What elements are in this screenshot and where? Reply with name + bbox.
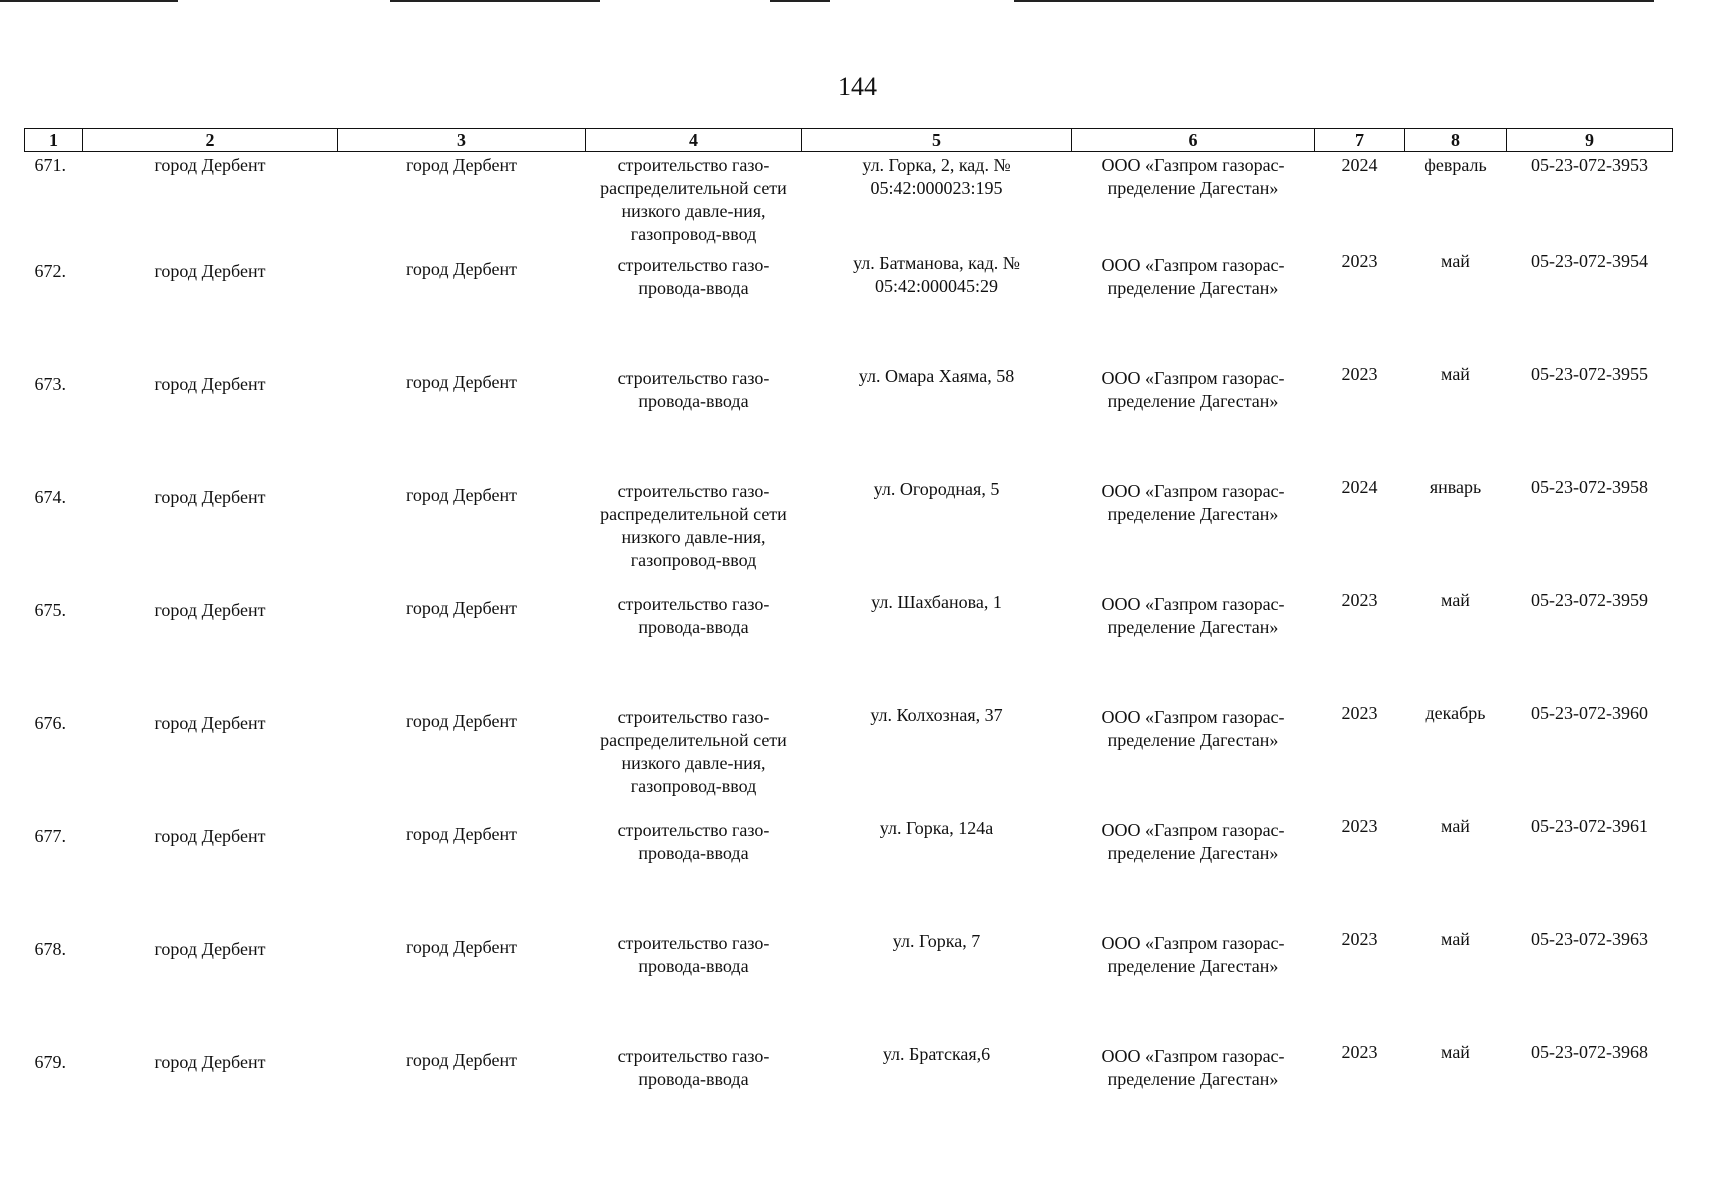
- work-description-cell: строительство газо-провода-ввода: [617, 1046, 770, 1089]
- organization-cell: ООО «Газпром газорас-пределение Дагестан»: [1101, 255, 1285, 298]
- column-header: 4: [586, 129, 802, 152]
- registry-code-cell: 05-23-072-3958: [1531, 477, 1648, 497]
- organization-cell: ООО «Газпром газорас-пределение Дагестан»: [1101, 933, 1285, 976]
- municipality-cell: город Дербент: [154, 600, 266, 620]
- row-number-cell: 671.: [34, 155, 66, 175]
- table-row: [25, 248, 1673, 361]
- row-number-cell: 676.: [34, 713, 66, 733]
- work-description-cell: строительство газо-распределительной сети низкого давле-ния, газопровод-ввод: [600, 481, 787, 570]
- organization-cell: ООО «Газпром газорас-пределение Дагестан»: [1101, 481, 1285, 524]
- column-header: 3: [338, 129, 586, 152]
- column-header: 7: [1315, 129, 1405, 152]
- municipality-cell: город Дербент: [154, 487, 266, 507]
- column-header: 5: [802, 129, 1072, 152]
- year-cell: 2023: [1341, 251, 1378, 271]
- year-cell: 2023: [1341, 364, 1378, 384]
- municipality-cell: город Дербент: [154, 374, 266, 394]
- address-cell: ул. Шахбанова, 1: [871, 592, 1002, 612]
- month-cell: май: [1441, 590, 1470, 610]
- settlement-cell: город Дербент: [406, 1050, 517, 1070]
- settlement-cell: город Дербент: [406, 937, 517, 957]
- header-row: [25, 129, 1673, 152]
- address-cell: ул. Огородная, 5: [873, 479, 1000, 499]
- month-cell: май: [1441, 364, 1470, 384]
- work-description-cell: строительство газо-провода-ввода: [617, 255, 770, 298]
- organization-cell: ООО «Газпром газорас-пределение Дагестан»: [1101, 368, 1285, 411]
- organization-cell: ООО «Газпром газорас-пределение Дагестан»: [1101, 707, 1285, 750]
- register-table: [24, 128, 1673, 1152]
- page-number: 144: [838, 72, 877, 101]
- row-number-cell: 679.: [34, 1052, 66, 1072]
- address-cell: ул. Горка, 2, кад. № 05:42:000023:195: [862, 155, 1011, 198]
- settlement-cell: город Дербент: [406, 711, 517, 731]
- work-description-cell: строительство газо-провода-ввода: [617, 594, 770, 637]
- year-cell: 2023: [1341, 590, 1378, 610]
- address-cell: ул. Горка, 124а: [879, 818, 994, 838]
- table-row: [25, 700, 1673, 813]
- registry-code-cell: 05-23-072-3968: [1531, 1042, 1648, 1062]
- settlement-cell: город Дербент: [406, 485, 517, 505]
- address-cell: ул. Батманова, кад. № 05:42:000045:29: [853, 253, 1020, 296]
- municipality-cell: город Дербент: [154, 261, 266, 281]
- row-number-cell: 678.: [34, 939, 66, 959]
- work-description-cell: строительство газо-распределительной сети низкого давле-ния, газопровод-ввод: [600, 707, 787, 796]
- settlement-cell: город Дербент: [406, 372, 517, 392]
- year-cell: 2024: [1341, 477, 1378, 497]
- month-cell: декабрь: [1425, 703, 1486, 723]
- organization-cell: ООО «Газпром газорас-пределение Дагестан»: [1101, 1046, 1285, 1089]
- row-number-cell: 674.: [34, 487, 66, 507]
- column-header: 1: [25, 129, 83, 152]
- work-description-cell: строительство газо-провода-ввода: [617, 820, 770, 863]
- registry-code-cell: 05-23-072-3963: [1531, 929, 1648, 949]
- address-cell: ул. Братская,6: [882, 1044, 991, 1064]
- year-cell: 2023: [1341, 816, 1378, 836]
- month-cell: февраль: [1424, 155, 1487, 175]
- month-cell: май: [1441, 929, 1470, 949]
- month-cell: май: [1441, 251, 1470, 271]
- row-number-cell: 672.: [34, 261, 66, 281]
- table-row: [25, 587, 1673, 700]
- scan-edge-line: [770, 0, 830, 2]
- work-description-cell: строительство газо-провода-ввода: [617, 933, 770, 976]
- address-cell: ул. Омара Хаяма, 58: [858, 366, 1015, 386]
- registry-code-cell: 05-23-072-3954: [1531, 251, 1648, 271]
- table-row: [25, 152, 1673, 249]
- work-description-cell: строительство газо-распределительной сети низкого давле-ния, газопровод-ввод: [600, 155, 787, 244]
- registry-code-cell: 05-23-072-3960: [1531, 703, 1648, 723]
- table-row: [25, 361, 1673, 474]
- scan-edge-line: [1014, 0, 1654, 2]
- scan-edge-line: [0, 0, 178, 2]
- column-header: 6: [1072, 129, 1315, 152]
- year-cell: 2024: [1341, 155, 1378, 175]
- row-number-cell: 677.: [34, 826, 66, 846]
- table-row: [25, 474, 1673, 587]
- column-header: 9: [1507, 129, 1673, 152]
- month-cell: май: [1441, 1042, 1470, 1062]
- column-header: 8: [1405, 129, 1507, 152]
- settlement-cell: город Дербент: [406, 155, 517, 175]
- municipality-cell: город Дербент: [154, 155, 266, 175]
- address-cell: ул. Горка, 7: [892, 931, 981, 951]
- address-cell: ул. Колхозная, 37: [870, 705, 1003, 725]
- table-row: [25, 926, 1673, 1039]
- municipality-cell: город Дербент: [154, 939, 266, 959]
- row-number-cell: 675.: [34, 600, 66, 620]
- registry-code-cell: 05-23-072-3959: [1531, 590, 1648, 610]
- registry-code-cell: 05-23-072-3961: [1531, 816, 1648, 836]
- municipality-cell: город Дербент: [154, 713, 266, 733]
- month-cell: май: [1441, 816, 1470, 836]
- row-number-cell: 673.: [34, 374, 66, 394]
- municipality-cell: город Дербент: [154, 1052, 266, 1072]
- month-cell: январь: [1429, 477, 1482, 497]
- municipality-cell: город Дербент: [154, 826, 266, 846]
- column-header: 2: [83, 129, 338, 152]
- settlement-cell: город Дербент: [406, 598, 517, 618]
- work-description-cell: строительство газо-провода-ввода: [617, 368, 770, 411]
- registry-code-cell: 05-23-072-3955: [1531, 364, 1648, 384]
- registry-code-cell: 05-23-072-3953: [1531, 155, 1648, 175]
- table-row: [25, 1039, 1673, 1152]
- organization-cell: ООО «Газпром газорас-пределение Дагестан»: [1101, 155, 1285, 198]
- table-row: [25, 813, 1673, 926]
- organization-cell: ООО «Газпром газорас-пределение Дагестан»: [1101, 594, 1285, 637]
- settlement-cell: город Дербент: [406, 824, 517, 844]
- scan-edge-line: [390, 0, 600, 2]
- organization-cell: ООО «Газпром газорас-пределение Дагестан»: [1101, 820, 1285, 863]
- year-cell: 2023: [1341, 703, 1378, 723]
- year-cell: 2023: [1341, 929, 1378, 949]
- settlement-cell: город Дербент: [406, 259, 517, 279]
- year-cell: 2023: [1341, 1042, 1378, 1062]
